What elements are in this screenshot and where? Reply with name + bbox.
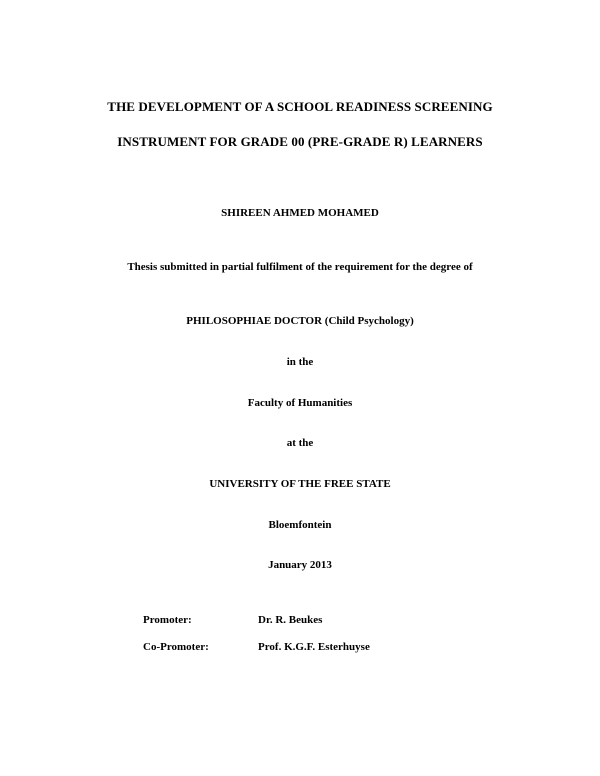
submission-date: January 2013 bbox=[268, 559, 332, 571]
city-name: Bloemfontein bbox=[268, 519, 332, 531]
in-the-text: in the bbox=[286, 356, 314, 368]
promoter-name: Dr. R. Beukes bbox=[258, 614, 323, 626]
thesis-title-line-1: THE DEVELOPMENT OF A SCHOOL READINESS SCREENING bbox=[107, 99, 493, 114]
submission-statement: Thesis submitted in partial fulfilment of the requirement for the degree of bbox=[127, 261, 473, 273]
thesis-title-line-2: INSTRUMENT FOR GRADE 00 (PRE-GRADE R) LEARNERS bbox=[117, 134, 483, 149]
faculty-name: Faculty of Humanities bbox=[247, 397, 353, 409]
at-the-text: at the bbox=[286, 437, 314, 449]
co-promoter-role-label: Co-Promoter: bbox=[143, 641, 209, 653]
promoter-role-label: Promoter: bbox=[143, 614, 192, 626]
university-name: UNIVERSITY OF THE FREE STATE bbox=[209, 478, 391, 490]
author-name: SHIREEN AHMED MOHAMED bbox=[221, 207, 379, 219]
degree-name: PHILOSOPHIAE DOCTOR (Child Psychology) bbox=[186, 315, 414, 327]
co-promoter-name: Prof. K.G.F. Esterhuyse bbox=[258, 641, 370, 653]
